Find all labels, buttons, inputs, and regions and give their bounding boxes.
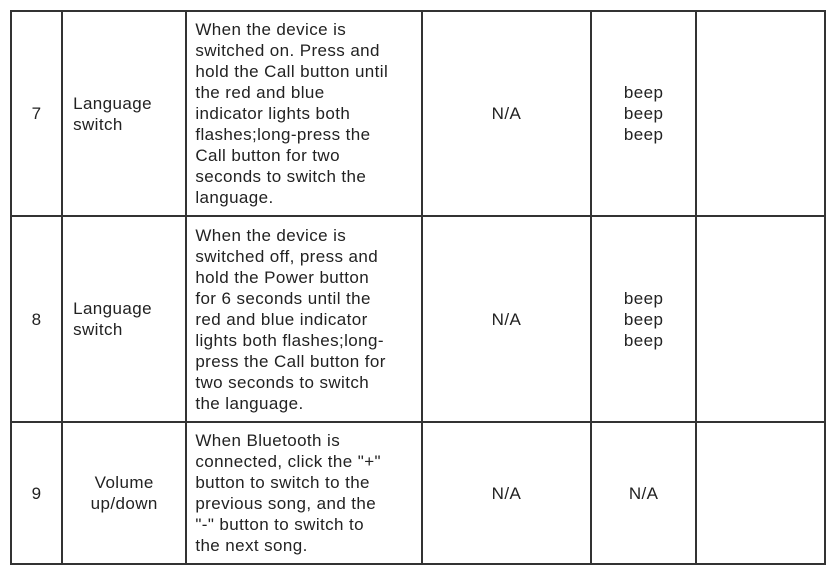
- sound-line: beep: [623, 125, 664, 144]
- description-line: seconds to switch the: [195, 167, 367, 186]
- sound-line: N/A: [628, 483, 659, 503]
- function-line: switch: [73, 114, 123, 134]
- sound-line: beep: [623, 104, 664, 123]
- function-name: [62, 216, 186, 422]
- indicator-cell: N/A: [422, 216, 592, 422]
- description-line: hold the Power button: [195, 267, 370, 287]
- description-line: two seconds to switch: [195, 372, 370, 392]
- description-line: the language.: [195, 393, 304, 413]
- table-row: [11, 216, 825, 422]
- operation-description: [186, 11, 421, 216]
- table-row: [11, 422, 825, 564]
- description-line: When Bluetooth is: [195, 431, 341, 450]
- sound-cell: [591, 422, 696, 564]
- sound-cell: [591, 11, 696, 216]
- description-line: When the device is: [195, 225, 347, 245]
- description-line: lights both flashes;long-: [195, 330, 384, 350]
- sound-cell: [591, 216, 696, 422]
- row-number: 8: [11, 216, 62, 422]
- description-line: language.: [195, 188, 274, 207]
- description-line: Call button for two: [195, 146, 340, 165]
- function-name: [62, 11, 186, 216]
- table-row: [11, 11, 825, 216]
- description-line: When the device is: [195, 20, 347, 39]
- indicator-cell: N/A: [422, 422, 592, 564]
- function-line: switch: [73, 320, 123, 339]
- sound-line: beep: [623, 83, 664, 102]
- function-name: [62, 422, 186, 564]
- empty-cell: [696, 11, 825, 216]
- description-line: the red and blue: [195, 83, 325, 102]
- indicator-cell: N/A: [422, 11, 592, 216]
- description-line: switched off, press and: [195, 246, 379, 266]
- sound-line: beep: [623, 330, 664, 350]
- empty-cell: [696, 216, 825, 422]
- description-line: connected, click the "+": [195, 452, 381, 471]
- description-line: indicator lights both: [195, 104, 351, 123]
- description-line: the next song.: [195, 536, 308, 555]
- description-line: "-" button to switch to: [195, 515, 365, 534]
- description-line: flashes;long-press the: [195, 125, 371, 144]
- function-line: Language: [73, 93, 152, 113]
- operation-description: [186, 216, 421, 422]
- description-line: for 6 seconds until the: [195, 288, 371, 308]
- row-number: 7: [11, 11, 62, 216]
- function-line: up/down: [90, 494, 158, 513]
- function-line: Volume: [94, 473, 154, 492]
- description-line: red and blue indicator: [195, 309, 368, 329]
- operation-description: [186, 422, 421, 564]
- row-number: 9: [11, 422, 62, 564]
- description-line: button to switch to the: [195, 473, 370, 492]
- description-line: previous song, and the: [195, 494, 377, 513]
- sound-line: beep: [623, 309, 664, 329]
- sound-line: beep: [623, 288, 664, 308]
- function-line: Language: [73, 299, 152, 318]
- empty-cell: [696, 422, 825, 564]
- description-line: switched on. Press and: [195, 41, 380, 60]
- instruction-table: [10, 10, 826, 565]
- description-line: hold the Call button until: [195, 62, 389, 81]
- description-line: press the Call button for: [195, 351, 386, 371]
